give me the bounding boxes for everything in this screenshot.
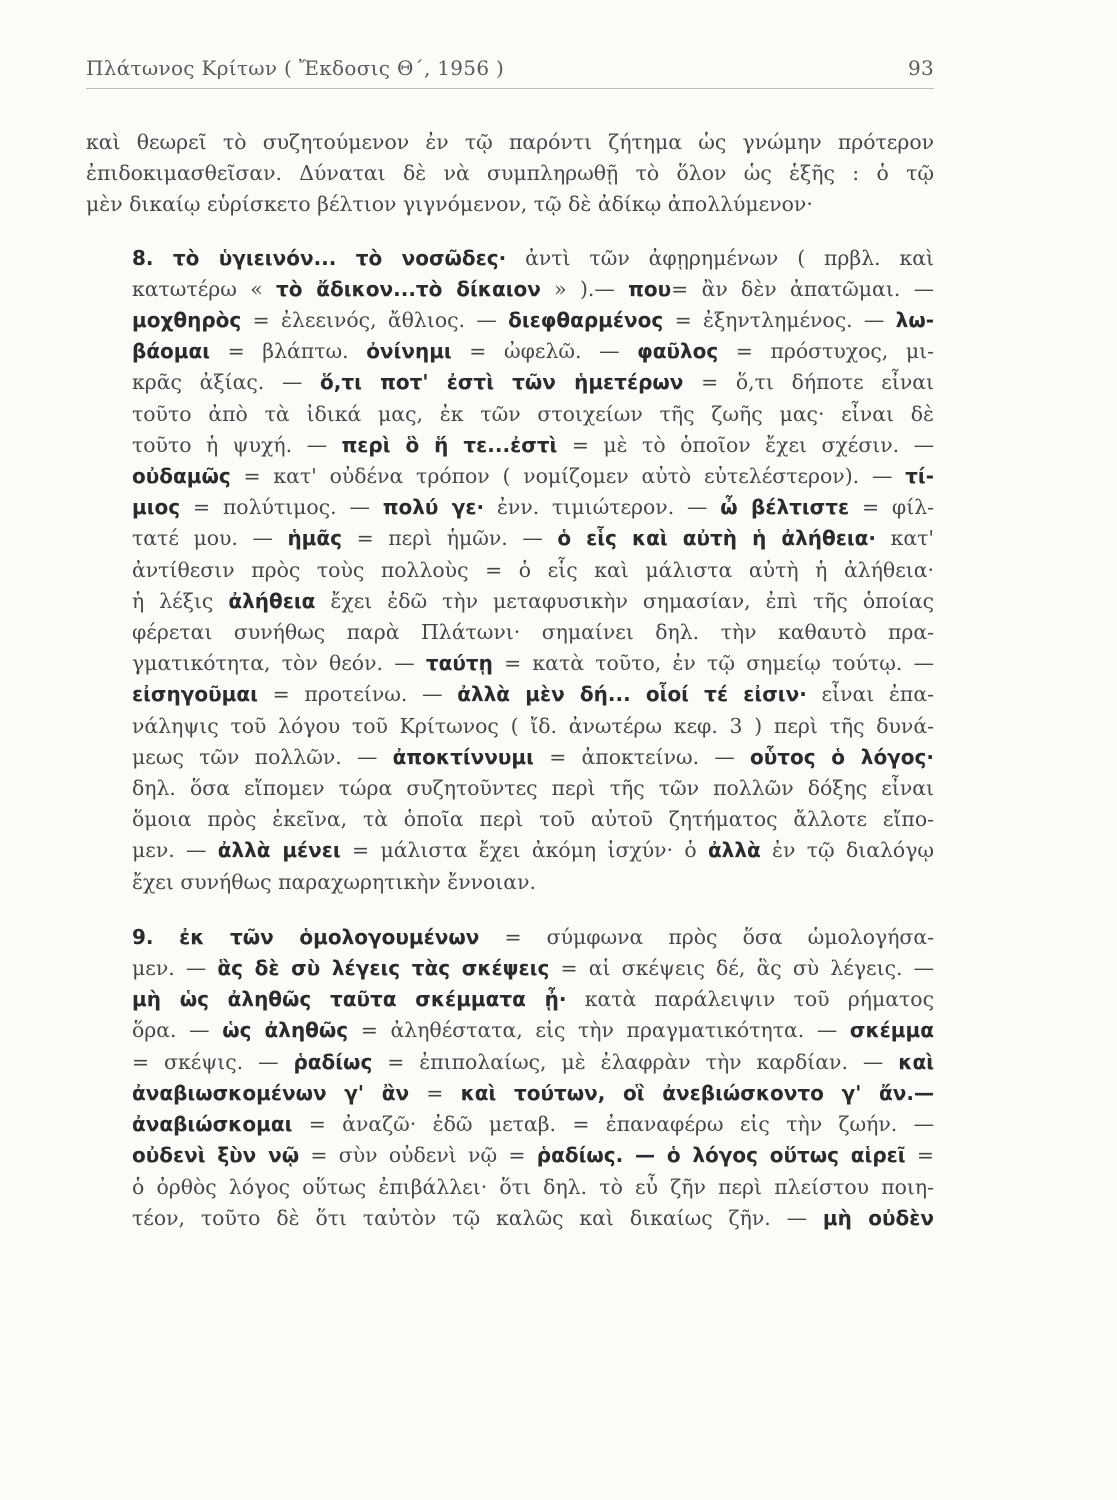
text-line: μὴ ὡς ἀληθῶς ταῦτα σκέμματα ᾖ· κατὰ παράλειψιν τοῦ ρήματος (132, 987, 934, 1012)
page-number: 93 (907, 56, 934, 80)
text-line: ἡ λέξις ἀλήθεια ἔχει ἐδῶ τὴν μεταφυσικὴν σημασίαν, ἐπὶ τῆς ὁποίας (132, 588, 935, 613)
text-line: οὐδενὶ ξὺν νῷ = σὺν οὐδενὶ νῷ = ῥαδίως. — ὁ λόγος οὕτως αἱρεῖ = (132, 1143, 934, 1168)
text-line: ἀναβιωσκομένων γ' ἂν = καὶ τούτων, οἳ ἀνεβιώσκοντο γ' ἄν.— (132, 1080, 934, 1105)
paragraph-8 (86, 243, 934, 898)
text-line: μεν. — ἃς δὲ σὺ λέγεις τὰς σκέψεις = αἱ σκέψεις δέ, ἃς σὺ λέγεις. — (132, 956, 935, 981)
page-header (86, 56, 934, 80)
text-line: ὅρα. — ὡς ἀληθῶς = ἀληθέστατα, εἰς τὴν πραγματικότητα. — σκέμμα (132, 1018, 934, 1043)
text-line: ἐπιδοκιμασθεῖσαν. Δύναται δὲ νὰ συμπληρωθῇ τὸ ὅλον ὡς ἑξῆς : ὁ τῷ (86, 161, 934, 186)
text-line: δηλ. ὅσα εἴπομεν τώρα συζητοῦντες περὶ τῆς τῶν πολλῶν δόξης εἶναι (132, 776, 934, 801)
text-line: 9. ἐκ τῶν ὁμολογουμένων = σύμφωνα πρὸς ὅσα ὡμολογήσα- (132, 924, 934, 949)
text-line: κρᾶς ἀξίας. — ὅ,τι ποτ' ἐστὶ τῶν ἡμετέρων = ὅ,τι δήποτε εἶναι (132, 370, 934, 395)
text-line: φέρεται συνήθως παρὰ Πλάτωνι· σημαίνει δηλ. τὴν καθαυτὸ πρα- (132, 620, 934, 645)
text-line: ὁ ὀρθὸς λόγος οὕτως ἐπιβάλλει· ὅτι δηλ. τὸ εὖ ζῆν περὶ πλείστου ποιη- (132, 1174, 934, 1199)
text-line: τατέ μου. — ἡμᾶς = περὶ ἡμῶν. — ὁ εἷς καὶ αὐτὴ ἡ ἀλήθεια· κατ' (132, 526, 934, 551)
text-line: ἔχει συνήθως παραχωρητικὴν ἔννοιαν. (132, 869, 536, 894)
text-line: νάληψις τοῦ λόγου τοῦ Κρίτωνος ( ἴδ. ἀνωτέρω κεφ. 3 ) περὶ τῆς δυνά- (132, 713, 934, 738)
paragraph-9 (86, 922, 934, 1234)
text-line: τέον, τοῦτο δὲ ὅτι ταὐτὸν τῷ καλῶς καὶ δικαίως ζῆν. — μὴ οὐδὲν (132, 1205, 934, 1230)
text-line: 8. τὸ ὑγιεινόν... τὸ νοσῶδες· ἀντὶ τῶν ἀφῃρημένων ( πρβλ. καὶ (132, 245, 934, 270)
text-line: γματικότητα, τὸν θεόν. — ταύτῃ = κατὰ τοῦτο, ἐν τῷ σημείῳ τούτῳ. — (132, 651, 934, 676)
text-line: τοῦτο ἀπὸ τὰ ἰδικά μας, ἐκ τῶν στοιχείων τῆς ζωῆς μας· εἶναι δὲ (132, 401, 934, 426)
text-line: κατωτέρω « τὸ ἄδικον...τὸ δίκαιον » ).— που= ἂν δὲν ἀπατῶμαι. — (132, 276, 935, 301)
text-line: μὲν δικαίῳ εὑρίσκετο βέλτιον γιγνόμενον, τῷ δὲ ἀδίκῳ ἀπολλύμενον· (86, 192, 813, 217)
paragraph-continuation (86, 127, 934, 221)
text-line: τοῦτο ἡ ψυχή. — περὶ ὃ ἥ τε...ἐστὶ = μὲ τὸ ὁποῖον ἔχει σχέσιν. — (132, 432, 935, 457)
running-title: Πλάτωνος Κρίτων ( Ἔκδοσις Θ΄, 1956 ) (86, 56, 505, 80)
commentary-text (86, 127, 934, 1234)
text-line: ἀναβιώσκομαι = ἀναζῶ· ἐδῶ μεταβ. = ἐπαναφέρω εἰς τὴν ζωήν. — (132, 1112, 934, 1137)
text-line: μεως τῶν πολλῶν. — ἀποκτίννυμι = ἀποκτείνω. — οὗτος ὁ λόγος· (132, 744, 934, 769)
text-line: ὅμοια πρὸς ἐκεῖνα, τὰ ὁποῖα περὶ τοῦ αὐτοῦ ζητήματος ἄλλοτε εἴπο- (132, 807, 934, 832)
text-line: = σκέψις. — ῥαδίως = ἐπιπολαίως, μὲ ἐλαφρὰν τὴν καρδίαν. — καὶ (132, 1049, 934, 1074)
text-line: οὐδαμῶς = κατ' οὐδένα τρόπον ( νομίζομεν αὐτὸ εὐτελέστερον). — τί- (132, 464, 934, 489)
text-line: ἀντίθεσιν πρὸς τοὺς πολλοὺς = ὁ εἷς καὶ μάλιστα αὐτὴ ἡ ἀλήθεια· (132, 557, 934, 582)
text-line: μιος = πολύτιμος. — πολύ γε· ἐνν. τιμιώτερον. — ὦ βέλτιστε = φίλ- (132, 495, 935, 520)
text-line: μοχθηρὸς = ἐλεεινός, ἄθλιος. — διεφθαρμένος = ἐξηντλημένος. — λω- (132, 308, 934, 333)
text-line: εἰσηγοῦμαι = προτείνω. — ἀλλὰ μὲν δή... οἷοί τέ εἰσιν· εἶναι ἐπα- (132, 682, 934, 707)
text-line: βάομαι = βλάπτω. ὀνίνημι = ὠφελῶ. — φαῦλος = πρόστυχος, μι- (132, 339, 935, 364)
header-rule (86, 88, 934, 89)
text-line: μεν. — ἀλλὰ μένει = μάλιστα ἔχει ἀκόμη ἰσχύν· ὁ ἀλλὰ ἐν τῷ διαλόγῳ (132, 838, 935, 863)
text-line: καὶ θεωρεῖ τὸ συζητούμενον ἐν τῷ παρόντι ζήτημα ὡς γνώμην πρότερον (86, 130, 934, 154)
